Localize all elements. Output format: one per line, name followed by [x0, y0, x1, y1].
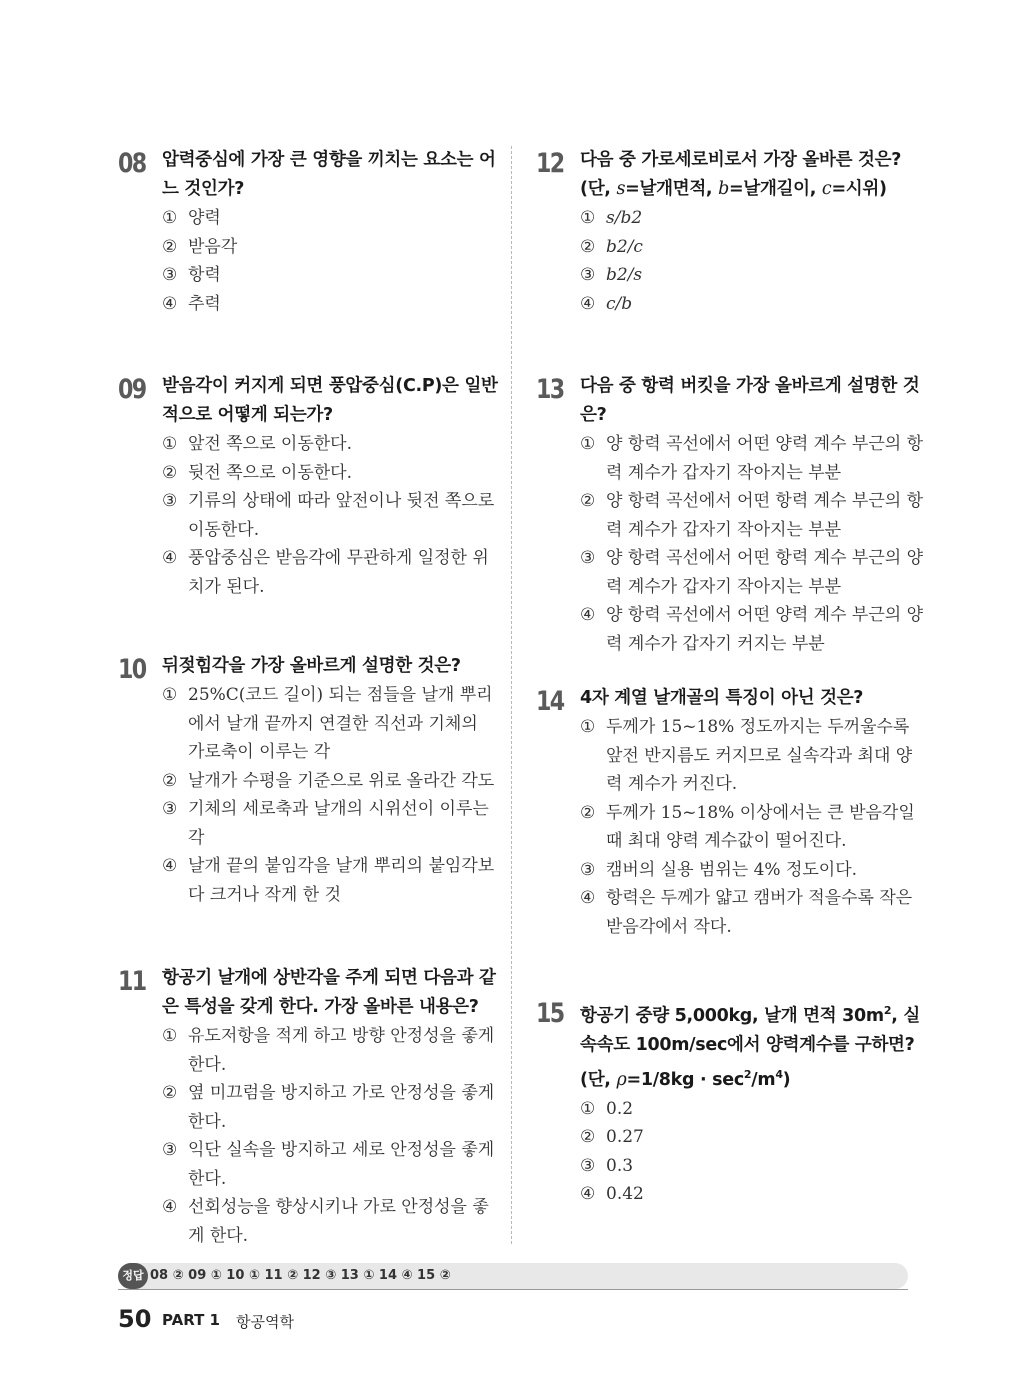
question-text: 항공기 날개에 상반각을 주게 되면 다음과 같은 특성을 갖게 한다. 가장 올바른 내용은? [162, 968, 496, 1017]
option: ① 두께가 15~18% 정도까지는 두꺼울수록 앞전 반지름도 커지므로 실속각과 최대 양력 계수가 커진다. [580, 717, 913, 794]
column-divider [511, 146, 512, 1244]
question-08 [118, 146, 498, 318]
question-text: 다음 중 항력 버킷을 가장 올바르게 설명한 것은? [580, 376, 920, 425]
options [162, 204, 498, 318]
options [580, 713, 926, 941]
option: ② 뒷전 쪽으로 이동한다. [162, 462, 353, 483]
option: ① 0.2 [580, 1098, 634, 1119]
option: ② 양 항력 곡선에서 어떤 항력 계수 부근의 항력 계수가 갑자기 작아지는 부분 [580, 491, 924, 540]
question-13 [536, 372, 926, 658]
options [162, 1022, 498, 1250]
question-10 [118, 652, 498, 909]
option: ③ 기체의 세로축과 날개의 시위선이 이루는 각 [162, 799, 489, 848]
question-text: 항공기 중량 5,000kg, 날개 면적 $30m^2$, 실속속도 100m/sec에서 양력계수를 구하면? (단, $\rho=1/8kg \cdot \sec^2/m^4$) [580, 1004, 920, 1090]
option: ③ 캠버의 실용 범위는 4% 정도이다. [580, 859, 858, 880]
option: ④ 추력 [162, 293, 221, 314]
option: ③ b2/s [580, 265, 643, 285]
question-12 [536, 146, 926, 318]
question-number: 09 [118, 374, 146, 405]
options [162, 430, 498, 601]
question-text: 받음각이 커지게 되면 풍압중심(C.P)은 일반적으로 어떻게 되는가? [162, 376, 498, 425]
page-number: 50 [118, 1305, 152, 1333]
option: ③ 0.3 [580, 1155, 634, 1176]
option: ② 날개가 수평을 기준으로 위로 올라간 각도 [162, 770, 495, 791]
option: ④ 선회성능을 향상시키나 가로 안정성을 좋게 한다. [162, 1197, 489, 1246]
option: ② 옆 미끄럼을 방지하고 가로 안정성을 좋게 한다. [162, 1083, 495, 1132]
option: ① 앞전 쪽으로 이동한다. [162, 434, 353, 454]
option: ① 양력 [162, 208, 221, 228]
option: ③ 항력 [162, 265, 221, 285]
question-number: 10 [118, 654, 146, 685]
part-label: PART 1 [162, 1311, 220, 1329]
option: ② 받음각 [162, 236, 238, 257]
option: ① 25%C(코드 길이) 되는 점들을 날개 뿌리에서 날개 끝까지 연결한 직선과 기체의 가로축이 이루는 각 [162, 685, 493, 762]
options [580, 204, 926, 318]
question-text: 다음 중 가로세로비로서 가장 올바른 것은? (단, s=날개면적, b=날개길이, c=시위) [580, 150, 902, 199]
question-14 [536, 684, 926, 941]
option: ④ 양 항력 곡선에서 어떤 양력 계수 부근의 양력 계수가 갑자기 커지는 부분 [580, 605, 924, 654]
option: ④ 풍압중심은 받음각에 무관하게 일정한 위치가 된다. [162, 548, 489, 597]
option: ③ 기류의 상태에 따라 앞전이나 뒷전 쪽으로 이동한다. [162, 491, 495, 540]
option: ② b2/c [580, 236, 643, 257]
option: ① 유도저항을 적게 하고 방향 안정성을 좋게 한다. [162, 1026, 495, 1075]
answer-tag: 정답 [118, 1263, 148, 1289]
question-text: 압력중심에 가장 큰 영향을 끼치는 요소는 어느 것인가? [162, 150, 496, 199]
answer-bar [118, 1263, 908, 1289]
option: ④ 0.42 [580, 1184, 644, 1205]
option: ① s/b2 [580, 208, 643, 228]
option: ④ 항력은 두께가 얇고 캠버가 적을수록 작은 받음각에서 작다. [580, 888, 913, 937]
option: ④ 날개 끝의 붙임각을 날개 뿌리의 붙임각보다 크거나 작게 한 것 [162, 856, 495, 905]
question-number: 11 [118, 966, 146, 997]
options [580, 430, 926, 658]
question-number: 15 [536, 998, 564, 1029]
option: ① 양 항력 곡선에서 어떤 양력 계수 부근의 항력 계수가 갑자기 작아지는 부분 [580, 434, 924, 483]
question-text: 뒤젖힘각을 가장 올바르게 설명한 것은? [162, 656, 461, 676]
option: ④ c/b [580, 293, 633, 314]
question-number: 14 [536, 686, 564, 717]
question-number: 08 [118, 148, 146, 179]
question-15 [536, 996, 926, 1209]
question-text: 4자 계열 날개골의 특징이 아닌 것은? [580, 688, 864, 708]
question-09 [118, 372, 498, 601]
chapter-title: 항공역학 [236, 1313, 294, 1331]
question-11 [118, 964, 498, 1250]
options [580, 1095, 926, 1209]
option: ② 0.27 [580, 1127, 644, 1148]
question-number: 12 [536, 148, 564, 179]
options [162, 681, 498, 909]
option: ② 두께가 15~18% 이상에서는 큰 받음각일 때 최대 양력 계수값이 떨어진다. [580, 802, 915, 851]
answer-underline [118, 1289, 908, 1290]
answer-list: 08 ② 09 ① 10 ① 11 ② 12 ③ 13 ① 14 ④ 15 ② [150, 1268, 451, 1283]
question-number: 13 [536, 374, 564, 405]
option: ③ 양 항력 곡선에서 어떤 항력 계수 부근의 양력 계수가 갑자기 작아지는 부분 [580, 548, 924, 597]
option: ③ 익단 실속을 방지하고 세로 안정성을 좋게 한다. [162, 1140, 495, 1189]
